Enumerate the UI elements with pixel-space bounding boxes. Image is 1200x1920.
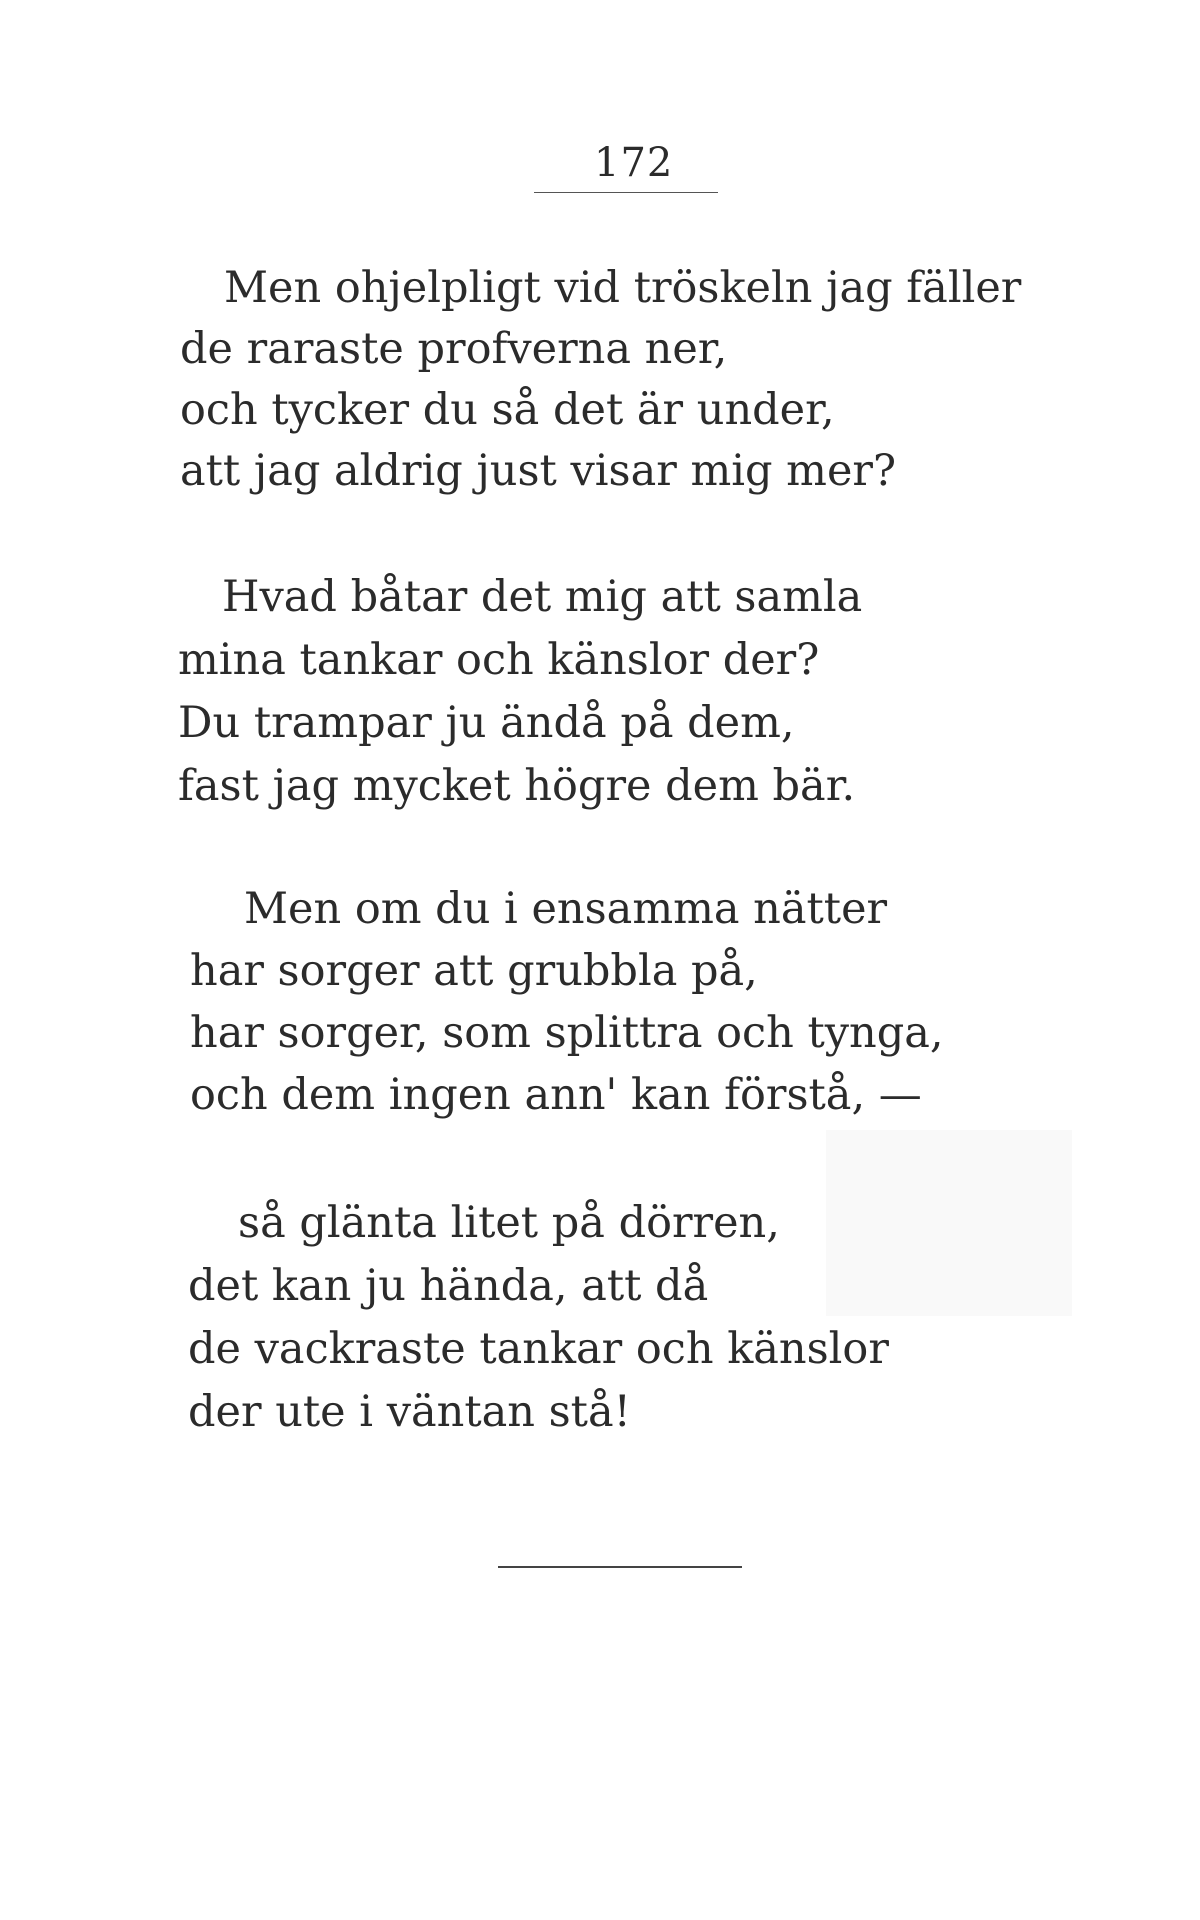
verse-line: Du trampar ju ändå på dem, <box>178 698 795 748</box>
verse-line: det kan ju hända, att då <box>188 1261 709 1311</box>
verse-line: der ute i väntan stå! <box>188 1387 631 1437</box>
stanza-1 <box>180 258 1022 502</box>
verse-line: mina tankar och känslor der? <box>178 635 820 685</box>
verse-line: så glänta litet på dörren, <box>238 1198 780 1248</box>
verse-line: Hvad båtar det mig att samla <box>222 572 863 622</box>
stanza-2 <box>178 566 863 818</box>
verse-line: Men ohjelpligt vid tröskeln jag fäller <box>224 263 1022 313</box>
verse-line: att jag aldrig just visar mig mer? <box>180 446 897 496</box>
verse-line: de raraste profverna ner, <box>180 324 728 374</box>
verse-line: har sorger att grubbla på, <box>190 946 758 996</box>
page-number-rule <box>534 192 718 193</box>
verse-line: Men om du i ensamma nätter <box>244 884 888 934</box>
verse-line: och tycker du så det är under, <box>180 385 835 435</box>
verse-line: har sorger, som splittra och tynga, <box>190 1008 944 1058</box>
verse-line: fast jag mycket högre dem bär. <box>178 761 856 811</box>
stanza-3 <box>190 878 944 1126</box>
stanza-4 <box>188 1192 889 1444</box>
verse-line: de vackraste tankar och känslor <box>188 1324 889 1374</box>
page-number: 172 <box>594 140 674 186</box>
verse-line: och dem ingen ann' kan förstå, — <box>190 1070 922 1120</box>
end-of-poem-rule <box>498 1566 742 1568</box>
